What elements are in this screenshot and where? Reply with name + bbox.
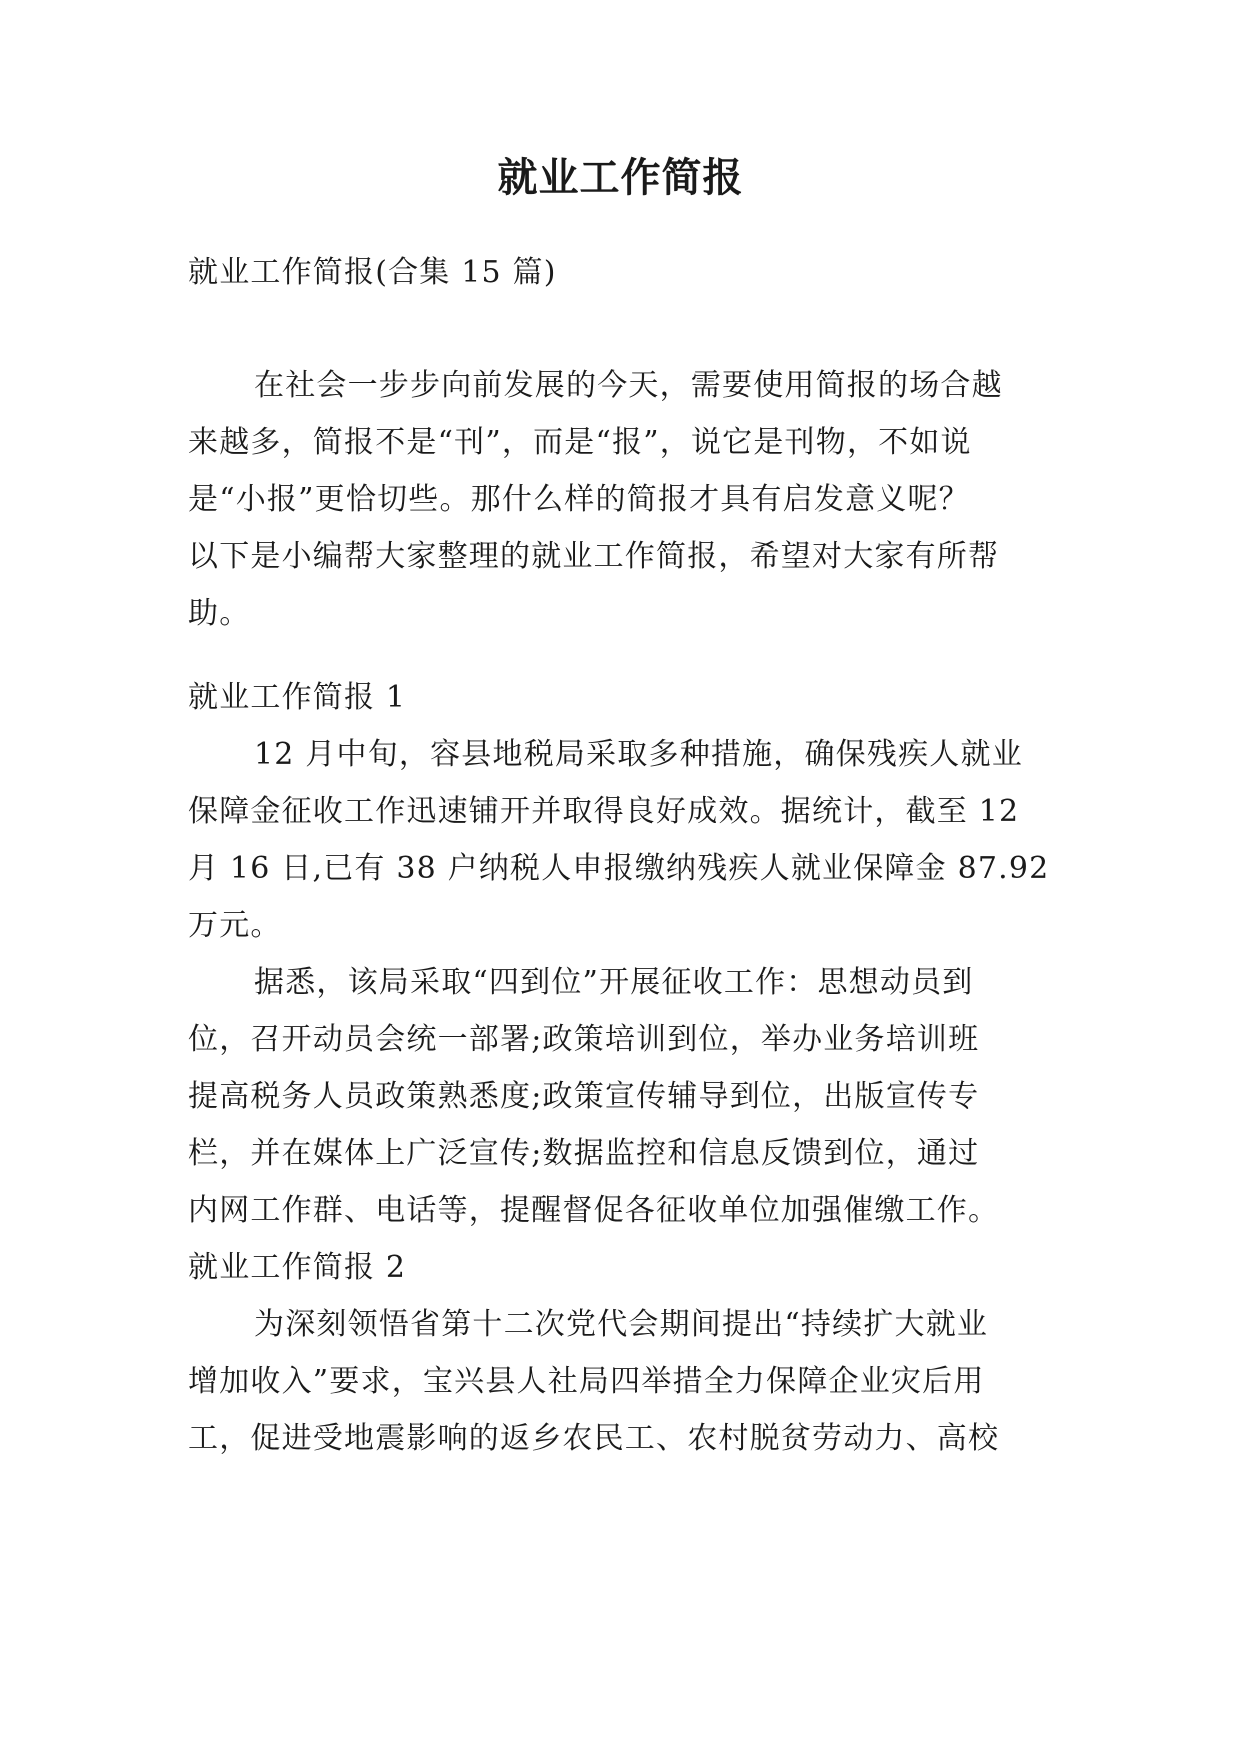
text-line: 栏，并在媒体上广泛宣传;数据监控和信息反馈到位，通过 — [188, 1136, 980, 1171]
text-line: 12 月中旬，容县地税局采取多种措施，确保残疾人就业 — [254, 737, 1023, 772]
text-line: 增加收入”要求，宝兴县人社局四举措全力保障企业灾后用 — [188, 1364, 985, 1399]
text-line: 万元。 — [188, 908, 282, 943]
text-line: 提高税务人员政策熟悉度;政策宣传辅导到位，出版宣传专 — [188, 1079, 980, 1114]
text-line: 保障金征收工作迅速铺开并取得良好成效。据统计，截至 12 — [188, 794, 1020, 829]
section-heading: 就业工作简报 2 — [188, 1250, 407, 1285]
text-line: 内网工作群、电话等，提醒督促各征收单位加强催缴工作。 — [188, 1193, 1000, 1228]
text-line: 月 16 日,已有 38 户纳税人申报缴纳残疾人就业保障金 87.92 — [188, 851, 1050, 886]
text-line: 工，促进受地震影响的返乡农民工、农村脱贫劳动力、高校 — [188, 1421, 1000, 1456]
text-line: 助。 — [188, 596, 251, 631]
collection-subtitle — [188, 244, 1058, 301]
section-1 — [188, 669, 1058, 1239]
text-line: 以下是小编帮大家整理的就业工作简报，希望对大家有所帮 — [188, 539, 1000, 574]
text-line: 据悉，该局采取“四到位”开展征收工作：思想动员到 — [254, 965, 974, 1000]
text-line: 位，召开动员会统一部署;政策培训到位，举办业务培训班 — [188, 1022, 980, 1057]
subtitle-line: 就业工作简报(合集 15 篇) — [188, 255, 557, 290]
section-2 — [188, 1239, 1058, 1467]
document-title: 就业工作简报 — [497, 154, 744, 201]
text-line: 来越多，简报不是“刊”，而是“报”，说它是刊物，不如说 — [188, 425, 972, 460]
section-heading: 就业工作简报 1 — [188, 680, 407, 715]
intro-paragraph — [188, 357, 1058, 642]
text-line: 为深刻领悟省第十二次党代会期间提出“持续扩大就业 — [254, 1307, 989, 1342]
text-line: 是“小报”更恰切些。那什么样的简报才具有启发意义呢？ — [188, 482, 970, 517]
text-line: 在社会一步步向前发展的今天，需要使用简报的场合越 — [254, 368, 1003, 403]
